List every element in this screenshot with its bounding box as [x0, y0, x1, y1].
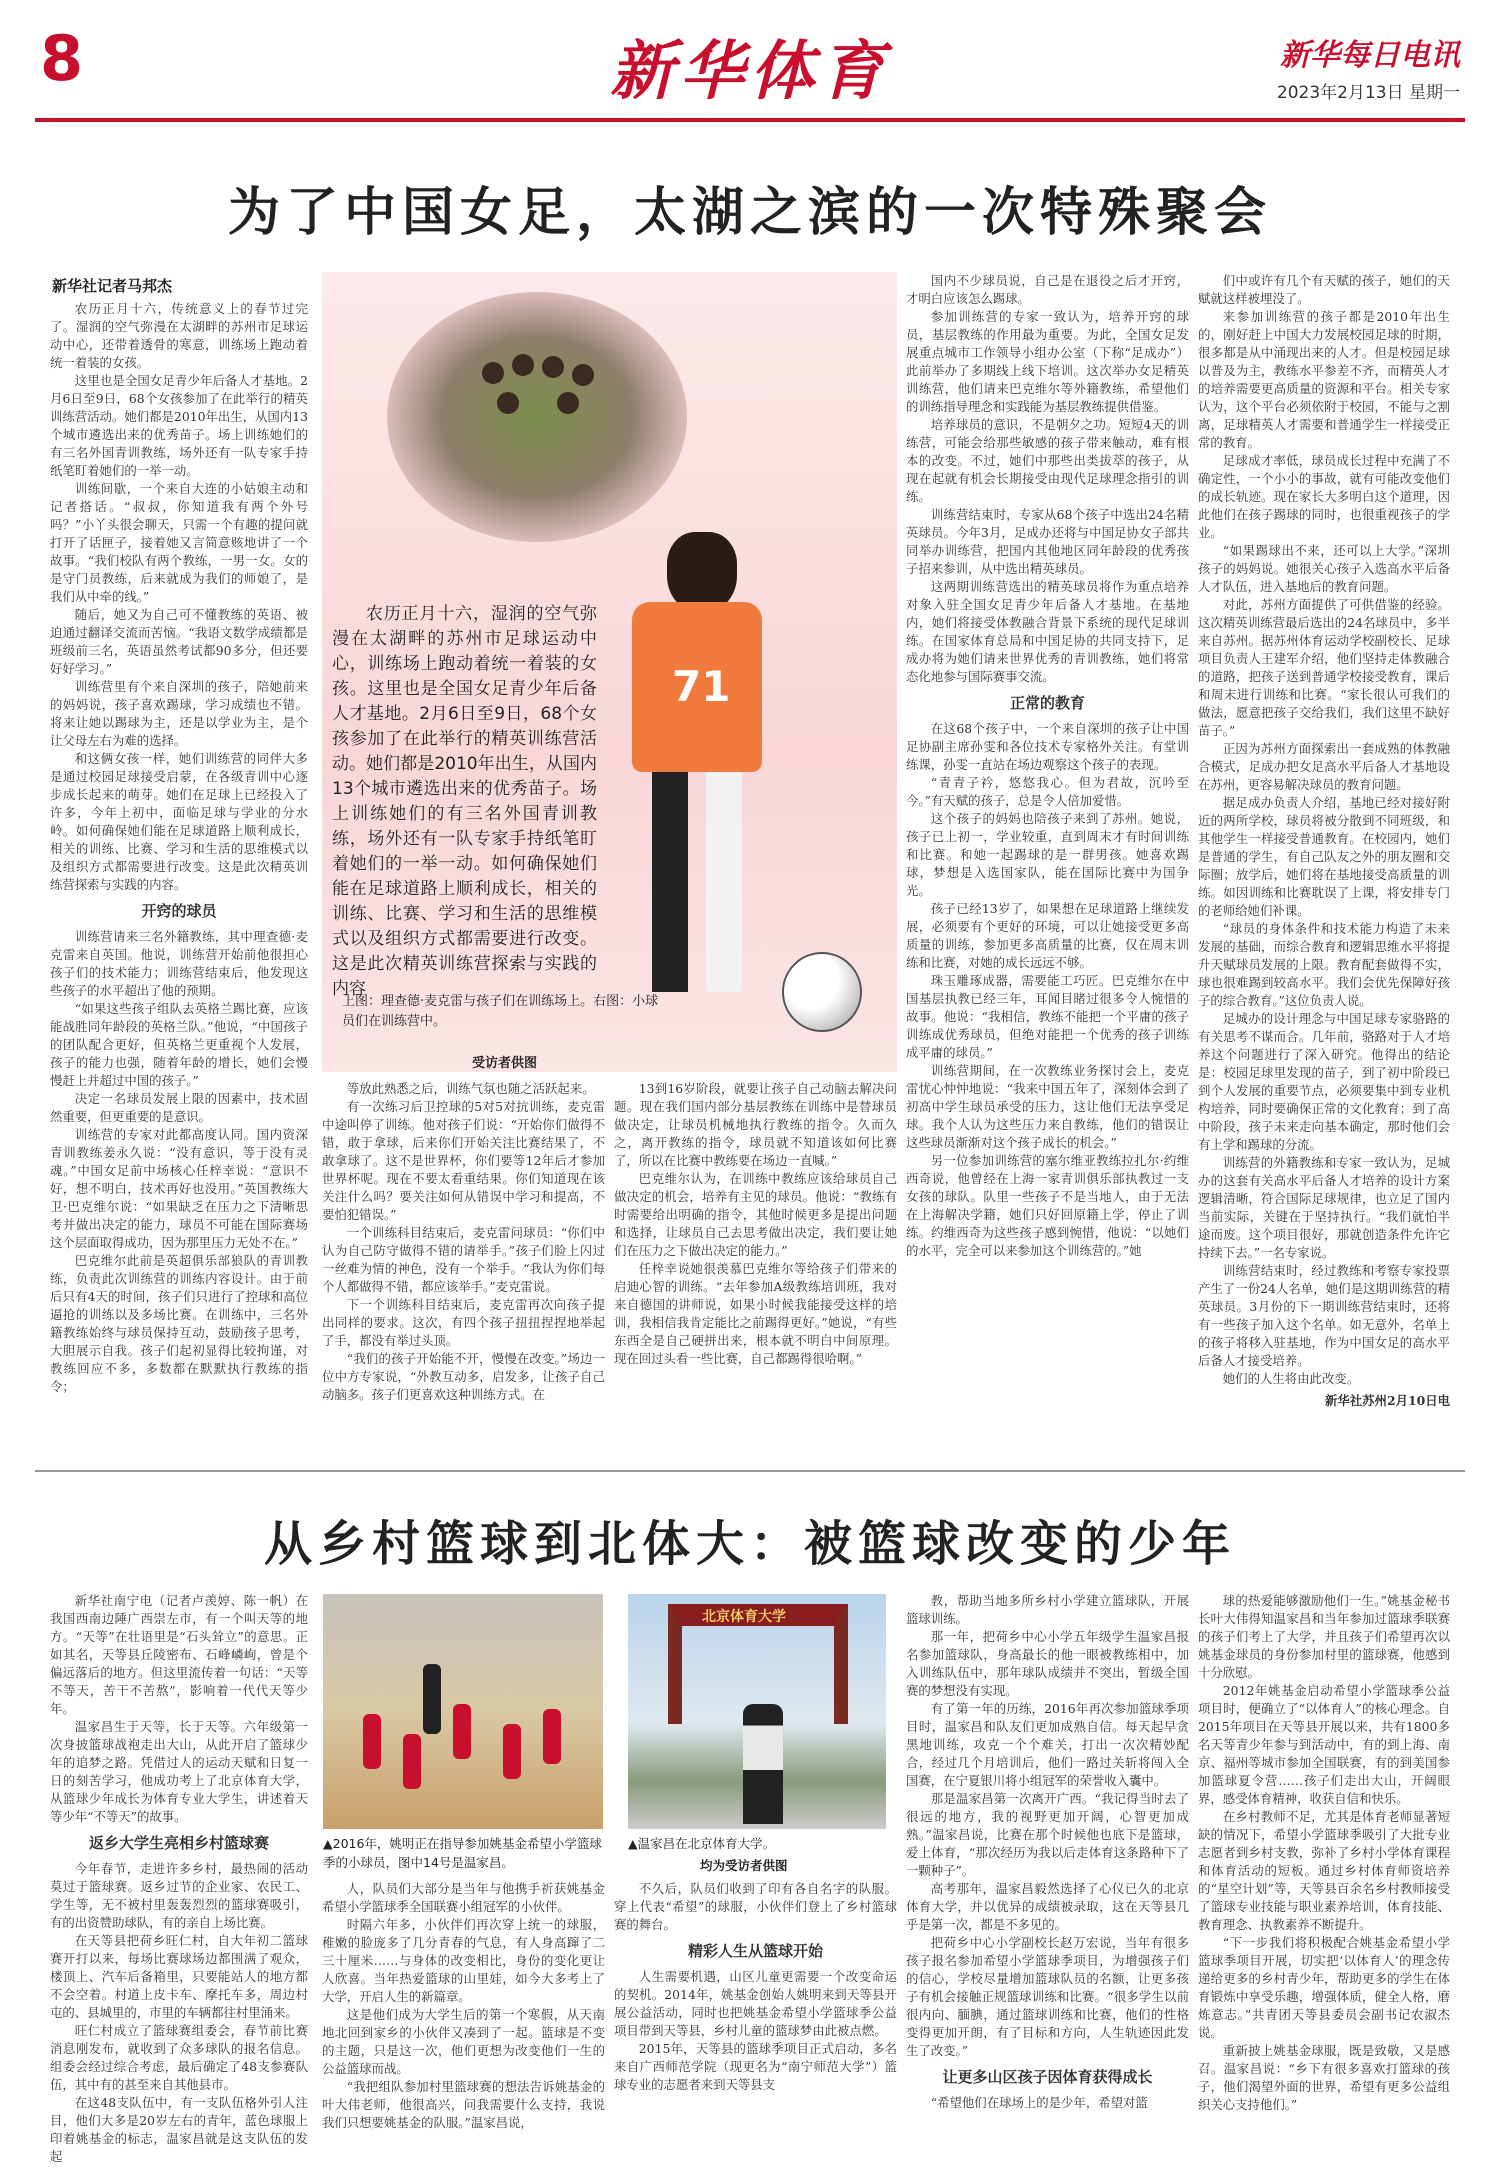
a2-col2-body — [322, 1880, 605, 2132]
paragraph: 训练间歇，一个来自大连的小姑娘主动和记者搭话。“叔叔，你知道我有两个外号吗？”小丫头很会聊天，只需一个有趣的提问就打开了话匣子，接着她又言简意赅地讲了一个故事。“我们校队有两个教练，一男一女。女的是守门员教练，后来就成为我们的师娘了，是我们从中牵的线。” — [50, 481, 308, 604]
paragraph: “如果这些孩子组队去英格兰踢比赛，应该能战胜同年龄段的英格兰队。”他说，“中国孩子的团队配合更好，但英格兰更重视个人发展，孩子的能力也强，随着年龄的增长，她们会慢慢赶上并超过中国的孩子。” — [50, 1001, 308, 1088]
paragraph: 正因为苏州方面探索出一套成熟的体教融合模式，足成办把女足高水平后备人才基地设在苏州，更容易解决球员的教育问题。 — [1198, 741, 1450, 792]
a2-col4b-body — [906, 2094, 1189, 2112]
paragraph: 她们的人生将由此改变。 — [1222, 1371, 1360, 1386]
col5-body — [1198, 272, 1450, 1388]
paragraph: 对此，苏州方面提供了可供借鉴的经验。这次精英训练营最后选出的24名球员中，多半来自苏州。据苏州体育运动学校副校长、足球项目负责人王建军介绍，他们坚持走体教融合的道路，把孩子送到普通学校接受教育，课后和周末进行训练和比赛。“家长很认可我们的做法，愿意把孩子交给我们，我们这里不缺好苗子。” — [1198, 597, 1450, 738]
paragraph: “我们的孩子开始能不开，慢慢在改变。”场边一位中方专家说，“外教互动多，启发多，让孩子自己动脑多。孩子们更喜欢这种训练方式。在 — [322, 1351, 605, 1402]
paragraph: 2012年姚基金启动希望小学篮球季公益项目时，便确立了“以体育人”的核心理念。自2015年项目在天等县开展以来，共有1800多名天等青少年参与到活动中，有的到上海、南京、福州等城市参加全国联赛，有的到美国参加篮球夏令营……孩子们走出大山，开阔眼界，感受体育精神，收获自信和快乐。 — [1198, 1683, 1450, 1806]
paragraph: 这里也是全国女足青少年后备人才基地。2月6日至9日，68个女孩参加了在此举行的精英训练营活动。她们都是2010年出生，从国内13个城市遴选出来的优秀苗子。场上训练她们的有三名外国青训教练，场外还有一队专家手持纸笔盯着她们的一举一动。 — [50, 373, 308, 478]
paragraph: 时隔六年多，小伙伴们再次穿上统一的球服，稚嫩的脸庞多了几分青春的气息，有人身高蹿了二三十厘米……与身体的改变相比，身份的变化更让人欣喜。当年热爱篮球的山里娃，如今大多考上了大学，开启人生的新篇章。 — [322, 1917, 605, 2004]
paragraph: 重新披上姚基金球服，既是致敬，又是感召。温家昌说：“乡下有很多喜欢打篮球的孩子，他们渴望外面的世界，希望有更多公益组织关心支持他们。” — [1198, 2043, 1450, 2112]
issue-date: 2023年2月13日 星期一 — [1276, 83, 1460, 103]
article1-column-3 — [614, 1080, 897, 1450]
subhead-more-kids: 让更多山区孩子因体育获得成长 — [942, 2068, 1153, 2086]
paragraph: 们中或许有几个有天赋的孩子，她们的天赋就这样被埋没了。 — [1198, 273, 1450, 306]
col2-body — [322, 1080, 605, 1404]
photo-credit: 受访者供图 — [472, 1056, 538, 1071]
university-gate-photo — [628, 1594, 886, 1829]
player-photo — [592, 482, 852, 1042]
paragraph: 等放此熟悉之后，训练气氛也随之活跃起来。 — [346, 1081, 595, 1096]
a2-col3b-body — [614, 1968, 897, 2094]
img2-caption: ▲2016年，姚明正在指导参加姚基金希望小学篮球季的小球员，图中14号是温家昌。 — [323, 1836, 602, 1870]
a2-col3-body — [614, 1880, 897, 1934]
student-figure — [743, 1704, 783, 1824]
paragraph: 那是温家昌第一次离开广西。“我记得当时去了很远的地方，我的视野更加开阔，心智更加成熟。”温家昌说，比赛在那个时候他也底下是篮球，爱上体育，“那次经历为我以后走体育这条路种下了一颗种子”。 — [906, 1791, 1189, 1878]
paragraph: 温家昌生于天等，长于天等。六年级第一次身披篮球战袍走出大山，从此开启了篮球少年的追梦之路。凭借过人的运动天赋和日复一日的刻苦学习，他成功考上了北京体育大学，从篮球少年成长为体育专业大学生，讲述着天等少年“不等天”的故事。 — [50, 1719, 308, 1824]
football-icon — [782, 952, 862, 1032]
paragraph: 今年春节，走进许多乡村，最热闹的活动莫过于篮球赛。返乡过节的企业家、农民工、学生等，无不被村里轰轰烈烈的篮球赛吸引，有的出资赞助球队，有的亲自上场比赛。 — [50, 1861, 308, 1930]
jersey-number: 71 — [672, 662, 731, 711]
paragraph: 这两期训练营选出的精英球员将作为重点培养对象入驻全国女足青少年后备人才基地。在基地内，她们将接受体教融合背景下系统的现代足球训练。在国家体育总局和中国足协的共同支持下，足成办将为她们请来世界优秀的青训教练，她们将常态化地参与国际赛事交流。 — [906, 579, 1189, 684]
paragraph: 任梓幸说她很羡慕巴克维尔等给孩子们带来的启迪心智的训练。“去年参加A级教练培训班，我对来自德国的讲师说，如果小时候我能接受这样的培训，我相信我肯定能比之前踢得更好。”她说，“有些东西全是自己硬拼出来，根本就不明白中间原理。现在回过头看一些比赛，自己都踢得很哈啊。” — [614, 1261, 897, 1366]
paragraph: “我把组队参加村里篮球赛的想法告诉姚基金的叶大伟老师，他很高兴，问我需要什么支持，我说我们只想要姚基金的队服。”温家昌说， — [322, 2079, 605, 2130]
header-rule — [35, 118, 1465, 122]
paragraph: 旺仁村成立了篮球赛组委会，春节前比赛消息刚发布，就收到了众多球队的报名信息。组委会经过综合考虑，最后确定了48支参赛队伍，其中有的甚至来自其他县市。 — [50, 2023, 308, 2092]
paragraph: 这是他们成为大学生后的第一个寒假，从天南地北回到家乡的小伙伴又凑到了一起。篮球是不变的主题，只是这一次，他们更想为改变他们一生的公益篮球而战。 — [322, 2007, 605, 2076]
signoff: 新华社苏州2月10日电 — [1325, 1393, 1450, 1408]
paragraph: 训练营的外籍教练和专家一致认为，足城办的这套有关高水平后备人才培养的设计方案逻辑清晰，符合国际足球规律，也立足了国内当前实际，关键在于坚持执行。“我们就怕半途而废。这个项目很好，那就创造条件允许它持续下去。”一名专家说。 — [1198, 1155, 1450, 1260]
paragraph: 巴克维尔此前是英超俱乐部狼队的青训教练，负责此次训练营的训练内容设计。由于前后只有4天的时间，孩子们只进行了控球和高位逼抢的训练以及多场比赛。在训练中，三名外籍教练始终与球员保持互动，鼓励孩子思考，大胆展示自我。孩子们起初显得比较拘谨，对教练回应不多，多数都在默默执行教练的指令； — [50, 1253, 308, 1394]
article2-column-2 — [322, 1880, 605, 2152]
paragraph: 球的热爱能够激励他们一生。”姚基金秘书长叶大伟得知温家昌和当年参加过篮球季联赛的孩子们考上了大学，并且孩子们希望再次以姚基金球员的身份参加村里的篮球赛，他感到十分欣慰。 — [1198, 1593, 1450, 1680]
paragraph: 随后，她又为自己可不懂教练的英语、被迫通过翻译交流而苦恼。“我语文数学成绩都是班级前三名，英语虽然考试都90多分，但还要好好学习。” — [50, 607, 308, 676]
paragraph: 这个孩子的妈妈也陪孩子来到了苏州。她说，孩子已上初一，学业较重，直到周末才有时间训练和比赛。和她一起踢球的是一群男孩。她喜欢踢球，梦想是入选国家队，能在国际比赛中为国争光。 — [906, 811, 1189, 898]
paragraph: 据足成办负责人介绍，基地已经对接好附近的两所学校，球员将被分散到不同班级，和其他学生一样接受普通教育。在校园内，她们是普通的学生，有自己队友之外的朋友圈和交际圈；放学后，她们将在基地接受高质量的训练。如因训练和比赛耽误了上课，将安排专门的老师给她们补课。 — [1198, 795, 1450, 918]
paragraph: 人，队员们大部分是当年与他携手祈获姚基金希望小学篮球季全国联赛小组冠军的小伙伴。 — [322, 1881, 605, 1914]
paragraph: 训练营里有个来自深圳的孩子，陪她前来的妈妈说，孩子喜欢踢球，学习成绩也不错。将来让她以踢球为主，还是以学业为主，是个让父母左右为难的选择。 — [50, 679, 308, 748]
paragraph: 和这俩女孩一样，她们训练营的同伴大多是通过校园足球接受启蒙，在各级青训中心逐步成长起来的萌芽。她们在足球上已经投入了许多，今年上初中，面临足球与学业的分水岭。如何确保她们能在足球道路上顺利成长，相关的训练、比赛、学习和生活的思维模式以及组织方式都需要进行改变。这是此次精英训练营探索与实践的内容。 — [50, 751, 308, 892]
a2-col5-body — [1198, 1592, 1450, 2114]
paragraph: 有了第一年的历练，2016年再次参加篮球季项目时，温家昌和队友们更加成熟自信。每天起早贪黑地训练，攻克一个个难关，打出一次次精妙配合，经过几个月培训后，他们一路过关斩将闯入全国赛，在宁夏银川将小组冠军的荣誉收入囊中。 — [906, 1701, 1189, 1788]
paragraph: “如果踢球出不来，还可以上大学。”深圳孩子的妈妈说。她很关心孩子入选高水平后备人才队伍，进入基地后的教育问题。 — [1198, 543, 1450, 594]
photo-summary: 农历正月十六，湿润的空气弥漫在太湖畔的苏州市足球运动中心，训练场上跑动着统一着装的女孩。这里也是全国女足青少年后备人才基地。2月6日至9日，68个女孩参加了在此举行的精英训练营活动。她们都是2010年出生，从国内13个城市遴选出来的优秀苗子。场上训练她们的有三名外国青训教练，场外还有一队专家手持纸笔盯着她们的一举一动。如何确保她们能在足球道路上顺利成长，相关的训练、比赛、学习和生活的思维模式以及组织方式都需要进行改变。这是此次精英训练营探索与实践的内容 — [332, 604, 597, 999]
paragraph: 培养球员的意识，不是朝夕之功。短短4天的训练营，可能会给那些敏感的孩子带来触动，难有根本的改变。不过，她们中那些出类拔萃的孩子，从现在起就有机会长期接受由现代足球理念指引的训练。 — [906, 417, 1189, 504]
article2-column-5 — [1198, 1592, 1450, 2152]
photo-credit-2: 均为受访者供图 — [700, 1858, 788, 1873]
subhead-wonderful-life: 精彩人生从篮球开始 — [687, 1942, 823, 1960]
paragraph: 不久后，队员们收到了印有各自名字的队服。穿上代表“希望”的球服，小伙伴们登上了乡村篮球赛的舞台。 — [614, 1881, 897, 1932]
col4b-body — [906, 720, 1189, 1260]
paragraph: “希望他们在球场上的是少年，希望对篮 — [930, 2095, 1148, 2110]
paragraph: 训练营的专家对此都高度认同。国内资深青训教练姜永久说：“没有意识，等于没有灵魂。”中国女足前中场核心任梓幸说：“意识不好，想不明白，技术再好也没用。”英国教练大卫·巴克维尔说：“如果缺乏在压力之下清晰思考并做出决定的能力，球员不可能在国际赛场这个层面取得成功，因为那里压力无处不在。” — [50, 1127, 308, 1250]
paragraph: 参加训练营的专家一致认为，培养开窍的球员，基层教练的作用最为重要。为此，全国女足发展重点城市工作领导小组办公室（下称“足成办”）此前举办了多期线上线下培训。这次举办女足精英训练营，他们请来巴克维尔等外籍教练，希望他们的训练指导理念和实践能为基层教练提供借鉴。 — [906, 309, 1189, 414]
paragraph: 人生需要机遇，山区儿童更需要一个改变命运的契机。2014年，姚基金创始人姚明来到天等县开展公益活动，同时也把姚基金希望小学篮球季公益项目带到天等县，乡村儿童的篮球梦由此被点燃。 — [614, 1969, 897, 2038]
paragraph: 训练营期间，在一次教练业务探讨会上，麦克雷忧心忡忡地说：“我来中国五年了，深刻体会到了初高中学生球员承受的压力，这让他们无法享受足球。我个人认为这些压力来自教练，他们的错误让这些球员渐渐对这个孩子成长的机会。” — [906, 1063, 1189, 1150]
article2-column-4 — [906, 1592, 1189, 2152]
subhead-returning-students: 返乡大学生亮相乡村篮球赛 — [88, 1834, 269, 1852]
brand — [1277, 30, 1460, 103]
paragraph: 足球成才率低，球员成长过程中充满了不确定性，一个小小的事故，就有可能改变他们的成长轨迹。现在家长大多明白这个道理，因此他们在孩子踢球的同时，也很重视孩子的学业。 — [1198, 453, 1450, 540]
col1b-body — [50, 928, 308, 1396]
paragraph: 在乡村教师不足，尤其是体育老师显著短缺的情况下，希望小学篮球季吸引了大批专业志愿者到乡村支教，弥补了乡村小学体育课程和体育活动的短板。通过乡村体育师资培养的“星空计划”等，天等县百余名乡村教师接受了篮球专业技能与职业素养培训，体育技能、教育理念、执教素养不断提升。 — [1198, 1809, 1450, 1932]
paragraph: 教，帮助当地多所乡村小学建立篮球队，开展篮球训练。 — [906, 1593, 1189, 1626]
article1-column-4 — [906, 272, 1189, 1450]
paragraph: 另一位参加训练营的塞尔维亚教练拉扎尔·约维西奇说，他曾经在上海一家青训俱乐部执教过一支女孩的球队。队里一些孩子不是当地人，由于无法在上海解决学籍，她们只好回原籍上学，停止了训练。约维西奇为这些孩子感到惋惜，他说：“以她们的水平，完全可以来参加这个训练营的。”她 — [906, 1153, 1189, 1258]
gate-sign: 北京体育大学 — [702, 1609, 786, 1625]
article2-column-3 — [614, 1880, 897, 2152]
paragraph: 在天等县把荷乡旺仁村，自大年初二篮球赛开打以来，每场比赛球场边都围满了观众，楼顶上、汽车后备箱里，只要能站人的地方都不会空着。村道上皮卡车、摩托车多，周边村屯的、县城里的，市里的车辆都往村里涌来。 — [50, 1933, 308, 2020]
brand-name: 新华每日电讯 — [1280, 38, 1460, 73]
paragraph: 在这48支队伍中，有一支队伍格外引人注目，他们大多是20岁左右的青年，蓝色球服上印着姚基金的标志，温家昌就是这支队伍的发起 — [50, 2095, 308, 2164]
paragraph: 训练营结束时，经过教练和考察专家投票产生了一份24人名单，她们是这期训练营的精英球员。3月份的下一期训练营结束时，还将有一些孩子加入这个名单。如无意外，名单上的孩子将移入驻基地，作为中国女足的高水平后备人才接受培养。 — [1198, 1263, 1450, 1368]
paragraph: 训练营请来三名外籍教练，其中理查德·麦克雷来自英国。他说，训练营开始前他很担心孩子们的技术能力；训练营结束后，他发现这些孩子的水平超出了他的预期。 — [50, 929, 308, 998]
paragraph: “球员的身体条件和技术能力构造了未来发展的基础，而综合教育和逻辑思维水平将提升天赋球员发展的上限。教育配套做得不实，球也很难踢到较高水平。我们会优先保障好孩子的综合教育。”这位负责人说。 — [1198, 921, 1450, 1008]
paragraph: 2015年，天等县的篮球季项目正式启动，多名来自广西师范学院（现更名为“南宁师范大学”）篮球专业的志愿者来到天等县支 — [614, 2041, 897, 2092]
paragraph: 决定一名球员发展上限的因素中，技术固然重要，但更重要的是意识。 — [50, 1091, 308, 1124]
paragraph: 足城办的设计理念与中国足球专家骆路的有关思考不谋而合。几年前，骆路对于人才培养这个问题进行了深入研究。他得出的结论是：校园足球里发现的苗子，到了初中阶段已到个人发展的重要节点，必须要集中到专业机构培养，同时要确保正常的文化教育；到了高中阶段，孩子未来走向基本确定，那时他们会有上学和踢球的分流。 — [1198, 1011, 1450, 1152]
img3-caption: ▲温家昌在北京体育大学。 — [628, 1836, 776, 1851]
paragraph: “下一步我们将积极配合姚基金希望小学篮球季项目开展，切实把‘以体育人’的理念传递给更多的乡村青少年，帮助更多的学生在体育锻炼中享受乐趣，增强体质，健全人格，磨炼意志。”共青团天等县委员会副书记农淑杰说。 — [1198, 1935, 1450, 2040]
paragraph: “青青子衿，悠悠我心。但为君故，沉吟至今。”有天赋的孩子，总是令人倍加爱惜。 — [906, 775, 1189, 808]
byline: 新华社记者马邦杰 — [52, 277, 173, 295]
section-title: 新华体育 — [610, 34, 890, 109]
col4-body — [906, 272, 1189, 686]
article1-column-1 — [50, 300, 308, 1450]
paragraph: 下一个训练科目结束后，麦克雷再次向孩子提出同样的要求。这次，有四个孩子扭扭捏捏地举起了手，都没有举过头顶。 — [322, 1297, 605, 1348]
a2-col1b-body — [50, 1860, 308, 2166]
paragraph: 新华社南宁电（记者卢羡婷、陈一帆）在我国西南边陲广西崇左市，有一个叫天等的地方。“天等”在壮语里是“石头耸立”的意思。正如其名，天等县丘陵密布、石峰嶙峋，曾是个偏远落后的地方。但这里流传着一句话：“天等不等天，苦干不苦熬”，影响着一代代天等少年。 — [50, 1593, 308, 1716]
paragraph: 来参加训练营的孩子都是2010年出生的，刚好赶上中国大力发展校园足球的时期，很多都是从中涌现出来的人才。但是校园足球以普及为主，教练水平参差不齐，而精英人才的培养需要更高质量的资源和平台。相关专家认为，这个平台必须依附于校园，不能与之割离，足球精英人才需要和普通学生一样接受正常的教育。 — [1198, 309, 1450, 450]
col3-body — [614, 1080, 897, 1368]
paragraph: 那一年，把荷乡中心小学五年级学生温家昌报名参加篮球队，身高最长的他一眼被教练相中，加入训练队伍中，那年球队成绩并不突出，暂级全国赛的梦想没有实现。 — [906, 1629, 1189, 1698]
paragraph: 国内不少球员说，自己是在退役之后才开窍，才明白应该怎么踢球。 — [906, 273, 1189, 306]
basketball-training-photo — [323, 1594, 603, 1829]
photo-caption: 上图：理查德·麦克雷与孩子们在训练场上。右图：小球员们在训练营中。 — [342, 994, 659, 1029]
paragraph: 13到16岁阶段，就要让孩子自己动脑去解决问题。现在我们国内部分基层教练在训练中是替球员做决定，让球员机械地执行教练的指令。久而久之，离开教练的指令，球员就不知道该如何比赛了，所以在比赛中教练要在场边一直喊。” — [614, 1081, 897, 1168]
paragraph: 农历正月十六，传统意义上的春节过完了。湿润的空气弥漫在太湖畔的苏州市足球运动中心，还带着透骨的寒意，训练场上跑动着统一着装的女孩。 — [50, 301, 308, 370]
article-divider — [35, 1470, 1465, 1472]
paragraph: 巴克维尔认为，在训练中教练应该给球员自己做决定的机会，培养有主见的球员。他说：“教练有时需要给出明确的指令，其他时候更多是提出问题和选择，让球员自己去思考做出决定，我们要让她们在压力之下做出决定的能力。” — [614, 1171, 897, 1258]
paragraph: 把荷乡中心小学副校长赵万宏说，当年有很多孩子报名参加希望小学篮球季项目，为增强孩子们的信心，学校尽量增加篮球队员的名额，让更多孩子有机会接触正规篮球训练和比赛。“很多学生以前很内向、腼腆，通过篮球训练和比赛，他们的性格变得更加开朗，有了目标和方向，人生轨迹因此发生了改变。” — [906, 1935, 1189, 2058]
a2-col1-body — [50, 1592, 308, 1826]
subhead-normal-education: 正常的教育 — [1009, 694, 1085, 712]
subhead-smart-players: 开窍的球员 — [141, 902, 217, 920]
article2-column-1 — [50, 1592, 308, 2164]
article1-column-2 — [322, 1080, 605, 1450]
feature-photo — [322, 272, 897, 1072]
paragraph: 高考那年，温家昌毅然选择了心仪已久的北京体育大学，并以优异的成绩被录取，这在天等县几乎是第一次，都是不多见的。 — [906, 1881, 1189, 1932]
headline-basketball: 从乡村篮球到北体大：被篮球改变的少年 — [263, 1516, 1236, 1572]
paragraph: 训练营结束时，专家从68个孩子中选出24名精英球员。今年3月，足成办还将与中国足协女子部共同举办训练营，把国内其他地区同年龄段的优秀孩子招来参训，从中选出精英球员。 — [906, 507, 1189, 576]
a2-col4-body — [906, 1592, 1189, 2060]
article1-column-5 — [1198, 272, 1450, 1450]
page-number: 8 — [40, 22, 84, 95]
paragraph: 有一次练习后卫控球的5对5对抗训练，麦克雷中途叫停了训练。他对孩子们说：“开始你们做得不错，敢于拿球，后来你们开始关注比赛结果了，不敢拿球了。这不是世界杯，你们要等12年后才参加世界杯呢。现在不要太看重结果。你们知道现在该关注什么吗？要关注如何从错误中学习和提高，不要怕犯错误。” — [322, 1099, 605, 1222]
paragraph: 一个训练科目结束后，麦克雷问球员：“你们中认为自己防守做得不错的请举手。”孩子们脸上闪过一丝难为情的神色，没有一个举手。“我认为你们每个人都做得不错，都应该举手。”麦克雷说。 — [322, 1225, 605, 1294]
headline-women-football: 为了中国女足，太湖之滨的一次特殊聚会 — [227, 182, 1272, 243]
paragraph: 孩子已经13岁了，如果想在足球道路上继续发展，必须要有个更好的环境，可以让她接受更多高质量的训练，参加更多高质量的比赛，仅在周末训练和比赛，对她的成长远远不够。 — [906, 901, 1189, 970]
paragraph: 在这68个孩子中，一个来自深圳的孩子让中国足协副主席孙雯和各位技术专家格外关注。有堂训练课，孙雯一直站在场边观察这个孩子的表现。 — [906, 721, 1189, 772]
col1-body — [50, 300, 308, 894]
paragraph: 珠玉雕琢成器，需要能工巧匠。巴克维尔在中国基层执教已经三年，耳闻目睹过很多令人惋惜的故事。他说：“我相信，教练不能把一个平庸的孩子训练成优秀球员，但绝对能把一个优秀的孩子训练成平庸的球员。” — [906, 973, 1189, 1060]
